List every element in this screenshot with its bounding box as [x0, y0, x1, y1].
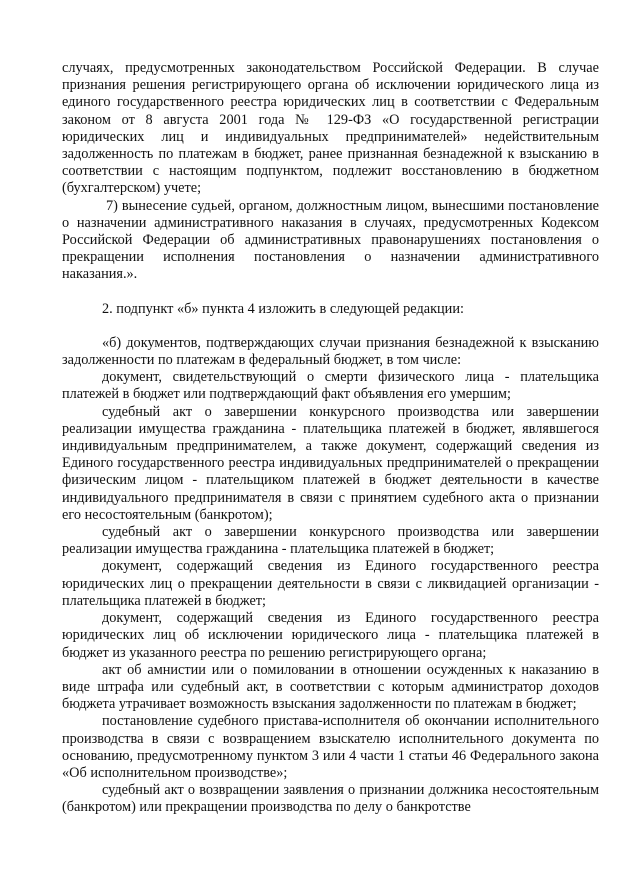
paragraph-item-7: 7) вынесение судьей, органом, должностным лицом, вынесшими постановление о назначении административного наказания в случаях, предусмотренных Кодексом Российской Федерации об административных правонарушениях постановления о прекращении исполнения постановления о назначении административного наказания.». — [62, 197, 599, 283]
paragraph-continuation: случаях, предусмотренных законодательством Российской Федерации. В случае признания решения регистрирующего органа об исключении юридического лица из единого государственного реестра юридических лиц в соответствии с Федеральным законом от 8 августа 2001 года № 129-ФЗ «О государственной регистрации юридических лиц и индивидуальных предпринимателей» недействительным задолженность по платежам в бюджет, ранее признанная безнадежной к взысканию в соответствии с настоящим подпунктом, подлежит восстановлению в бюджетном (бухгалтерском) учете; — [62, 60, 599, 197]
paragraph-amendment-2: 2. подпункт «б» пункта 4 изложить в следующей редакции: — [102, 300, 464, 317]
paragraph-list-item: судебный акт о завершении конкурсного производства или завершении реализации имущества гражданина - плательщика платежей в бюджет, являвшегося индивидуальным предпринимателем, а также документ, содержащий сведения из Единого государственного реестра индивидуальных предпринимателей о прекращении физическим лицом - плательщиком платежей в бюджет деятельности в качестве индивидуального предпринимателя в связи с принятием судебного акта о признании его несостоятельным (банкротом); — [62, 403, 599, 523]
paragraph-list-item: акт об амнистии или о помиловании в отношении осужденных к наказанию в виде штрафа или судебный акт, в соответствии с которым администратор доходов бюджета утрачивает возможность взыскания задолженности по платежам в бюджет; — [62, 661, 599, 713]
paragraph-list-item: документ, содержащий сведения из Единого государственного реестра юридических лиц о прекращении деятельности в связи с ликвидацией организации - плательщика платежей в бюджет; — [62, 558, 599, 609]
paragraph-list-item: судебный акт о возвращении заявления о признании должника несостоятельным (банкротом) или прекращении производства по делу о банкротстве — [62, 782, 599, 816]
paragraph-gap — [62, 318, 599, 335]
paragraph-list-item: документ, свидетельствующий о смерти физического лица - плательщика платежей в бюджет или подтверждающий факт объявления его умершим; — [62, 369, 599, 403]
paragraph-subpoint-b: «б) документов, подтверждающих случаи признания безнадежной к взысканию задолженности по платежам в федеральный бюджет, в том числе: — [62, 334, 599, 369]
paragraph-list-item: документ, содержащий сведения из Единого государственного реестра юридических лиц об исключении юридического лица - плательщика платежей в бюджет из указанного реестра по решению регистрирующего органа; — [62, 610, 599, 661]
paragraph-list-item: судебный акт о завершении конкурсного производства или завершении реализации имущества гражданина - плательщика платежей в бюджет; — [62, 524, 599, 558]
paragraph-list-item: постановление судебного пристава-исполнителя об окончании исполнительного производства в связи с возвращением взыскателю исполнительного документа по основанию, предусмотренному пунктом 3 или 4 части 1 статьи 46 Федерального закона «Об исполнительном производстве»; — [62, 713, 599, 781]
paragraph-gap — [62, 284, 599, 301]
document-body — [62, 60, 599, 817]
